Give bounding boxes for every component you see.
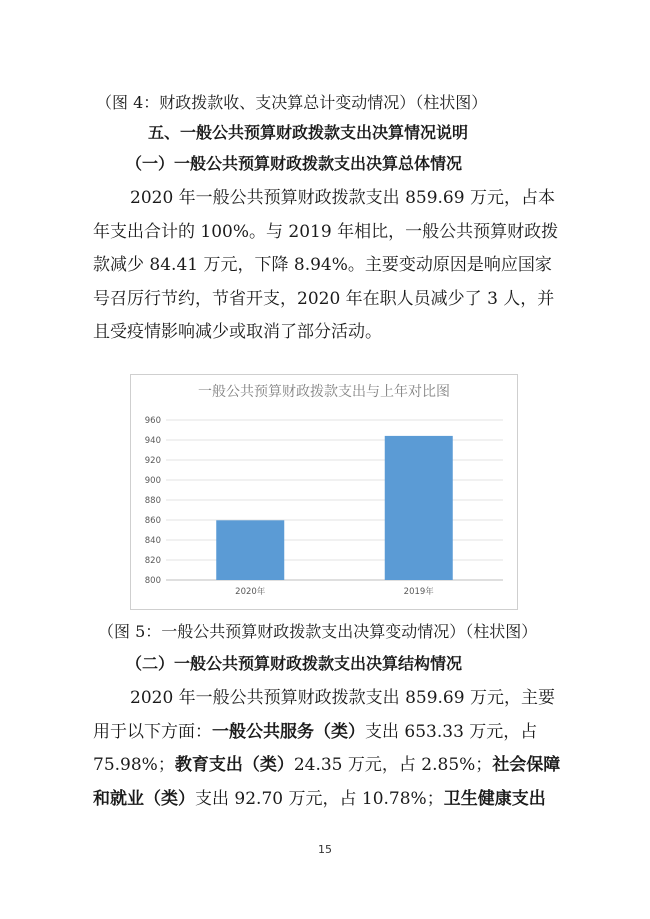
y-tick-label: 960	[144, 416, 161, 426]
text-run-bold: 卫生健康支出	[443, 789, 546, 809]
paragraph-line: 且受疫情影响减少或取消了部分活动。	[93, 322, 382, 342]
chart-canvas	[131, 375, 517, 609]
text-run: 支出 653.33 万元，占	[365, 722, 538, 742]
figure-5-caption: （图 5：一般公共预算财政拨款支出决算变动情况）（柱状图）	[98, 622, 538, 641]
bar-chart	[130, 374, 518, 610]
x-tick-label: 2020年	[235, 587, 266, 597]
text-run-bold: 社会保障	[492, 755, 561, 775]
paragraph-line: 2020 年一般公共预算财政拨款支出 859.69 万元，占本	[130, 188, 555, 208]
text-run: 2020 年一般公共预算财政拨款支出 859.69 万元，主要	[130, 688, 555, 708]
paragraph-line	[93, 787, 546, 811]
y-tick-label: 840	[144, 536, 161, 546]
text-run-bold: 一般公共服务（类）	[212, 722, 365, 742]
y-tick-label: 940	[144, 436, 161, 446]
y-tick-label: 820	[144, 556, 161, 566]
subsection-heading-2: （二）一般公共预算财政拨款支出决算结构情况	[126, 654, 463, 673]
bar-2019年	[385, 436, 453, 580]
text-run: 24.35 万元，占 2.85%；	[293, 755, 493, 775]
y-tick-label: 800	[144, 576, 161, 586]
text-run: 用于以下方面：	[93, 722, 212, 742]
section-heading: 五、一般公共预算财政拨款支出决算情况说明	[148, 123, 469, 142]
y-tick-label: 860	[144, 516, 161, 526]
subsection-heading-1: （一）一般公共预算财政拨款支出决算总体情况	[126, 154, 463, 173]
text-run: 支出 92.70 万元，占 10.78%；	[195, 789, 444, 809]
x-tick-label: 2019年	[403, 587, 434, 597]
bar-2020年	[216, 520, 284, 580]
page-number: 15	[318, 843, 332, 856]
text-run: 75.98%；	[93, 755, 175, 775]
text-run-bold: 和就业（类）	[93, 789, 195, 809]
paragraph-line: 号召厉行节约，节省开支，2020 年在职人员减少了 3 人，并	[93, 289, 555, 309]
paragraph-line: 款减少 84.41 万元，下降 8.94%。主要变动原因是响应国家	[93, 255, 552, 275]
y-tick-label: 880	[144, 496, 161, 506]
paragraph-line	[93, 753, 560, 777]
chart-title: 一般公共预算财政拨款支出与上年对比图	[198, 384, 450, 400]
paragraph-line: 年支出合计的 100%。与 2019 年相比，一般公共预算财政拨	[93, 222, 559, 242]
text-run-bold: 教育支出（类）	[174, 755, 294, 775]
y-tick-label: 900	[144, 476, 161, 486]
y-tick-label: 920	[144, 456, 161, 466]
paragraph-line	[130, 686, 555, 710]
figure-4-caption: （图 4：财政拨款收、支决算总计变动情况）（柱状图）	[96, 93, 488, 112]
paragraph-line	[93, 720, 537, 744]
